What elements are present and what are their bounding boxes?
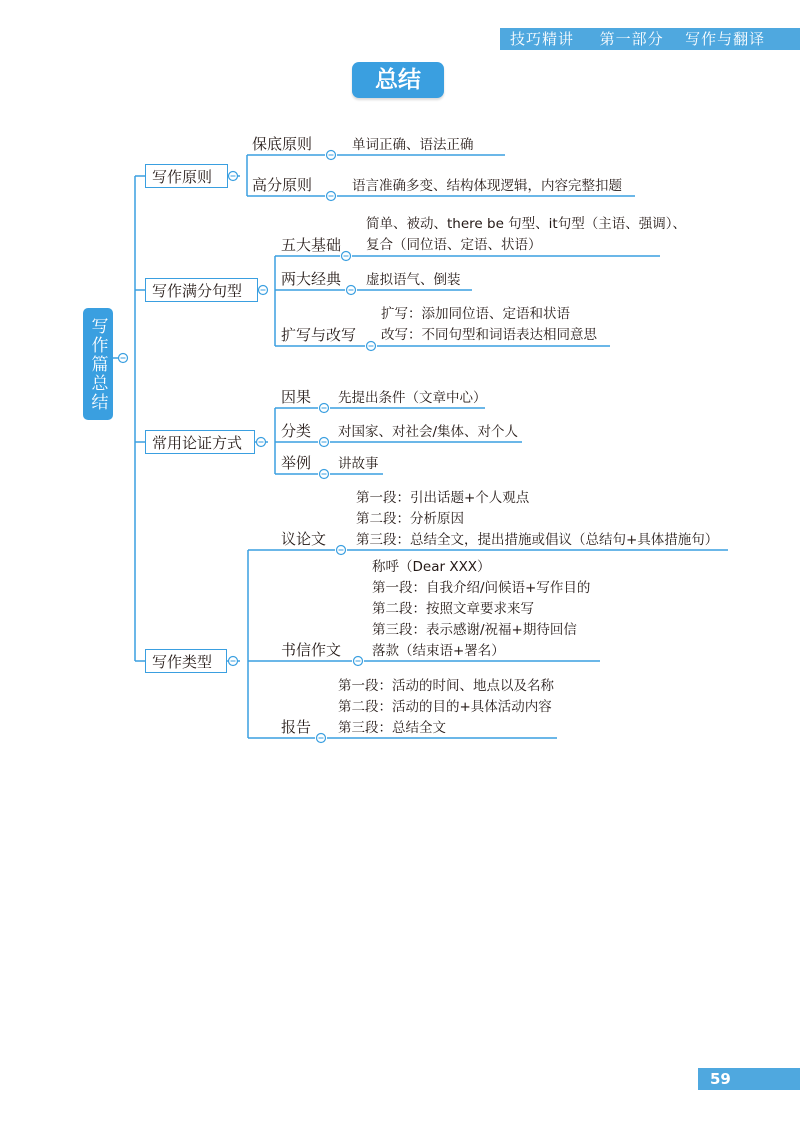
branch-argument-methods: 常用论证方式 bbox=[145, 430, 255, 454]
header-topic: 写作与翻译 bbox=[685, 30, 766, 48]
leaf-text: 简单、被动、there be 句型、it句型（主语、强调）、 bbox=[366, 216, 686, 232]
node-classification: 分类 bbox=[281, 422, 312, 440]
leaf-text: 虚拟语气、倒装 bbox=[366, 272, 461, 288]
node-report: 报告 bbox=[281, 718, 312, 736]
header-part: 第一部分 bbox=[599, 30, 664, 48]
leaf-text: 复合（同位语、定语、状语） bbox=[366, 237, 542, 253]
node-example: 举例 bbox=[281, 454, 312, 472]
leaf-text: 第一段：自我介绍/问候语+写作目的 bbox=[372, 580, 591, 596]
node-letter: 书信作文 bbox=[281, 641, 342, 659]
node-cause-effect: 因果 bbox=[281, 388, 312, 406]
node-baseline-principle: 保底原则 bbox=[252, 135, 313, 153]
page-title: 总结 bbox=[352, 62, 444, 98]
leaf-text: 称呼（Dear XXX） bbox=[372, 559, 491, 575]
branch-writing-types: 写作类型 bbox=[145, 649, 227, 673]
node-two-classics: 两大经典 bbox=[281, 270, 342, 288]
node-five-basics: 五大基础 bbox=[281, 236, 342, 254]
leaf-text: 第一段：引出话题+个人观点 bbox=[356, 490, 530, 506]
leaf-text: 第二段：分析原因 bbox=[356, 511, 464, 527]
leaf-text: 第三段：总结全文 bbox=[338, 720, 446, 736]
root-node: 写作篇总结 bbox=[83, 308, 113, 420]
leaf-text: 第三段：总结全文，提出措施或倡议（总结句+具体措施句） bbox=[356, 532, 719, 548]
leaf-text: 第二段：按照文章要求来写 bbox=[372, 601, 534, 617]
node-argumentative: 议论文 bbox=[281, 530, 327, 548]
branch-sentence-patterns: 写作满分句型 bbox=[145, 278, 258, 302]
leaf-text: 单词正确、语法正确 bbox=[352, 137, 474, 153]
node-high-score-principle: 高分原则 bbox=[252, 176, 313, 194]
leaf-text: 落款（结束语+署名） bbox=[372, 643, 505, 659]
leaf-text: 第三段：表示感谢/祝福+期待回信 bbox=[372, 622, 577, 638]
leaf-text: 先提出条件（文章中心） bbox=[338, 390, 487, 406]
page-number: 59 bbox=[698, 1068, 800, 1090]
node-expand-rewrite: 扩写与改写 bbox=[281, 326, 357, 344]
leaf-text: 第一段：活动的时间、地点以及名称 bbox=[338, 678, 554, 694]
header-section: 技巧精讲 bbox=[510, 30, 575, 48]
leaf-text: 改写：不同句型和词语表达相同意思 bbox=[381, 327, 597, 343]
leaf-text: 第二段：活动的目的+具体活动内容 bbox=[338, 699, 552, 715]
leaf-text: 讲故事 bbox=[338, 456, 379, 472]
leaf-text: 扩写：添加同位语、定语和状语 bbox=[381, 306, 570, 322]
leaf-text: 语言准确多变、结构体现逻辑，内容完整扣题 bbox=[352, 178, 622, 194]
leaf-text: 对国家、对社会/集体、对个人 bbox=[338, 424, 519, 440]
branch-writing-principles: 写作原则 bbox=[145, 164, 228, 188]
